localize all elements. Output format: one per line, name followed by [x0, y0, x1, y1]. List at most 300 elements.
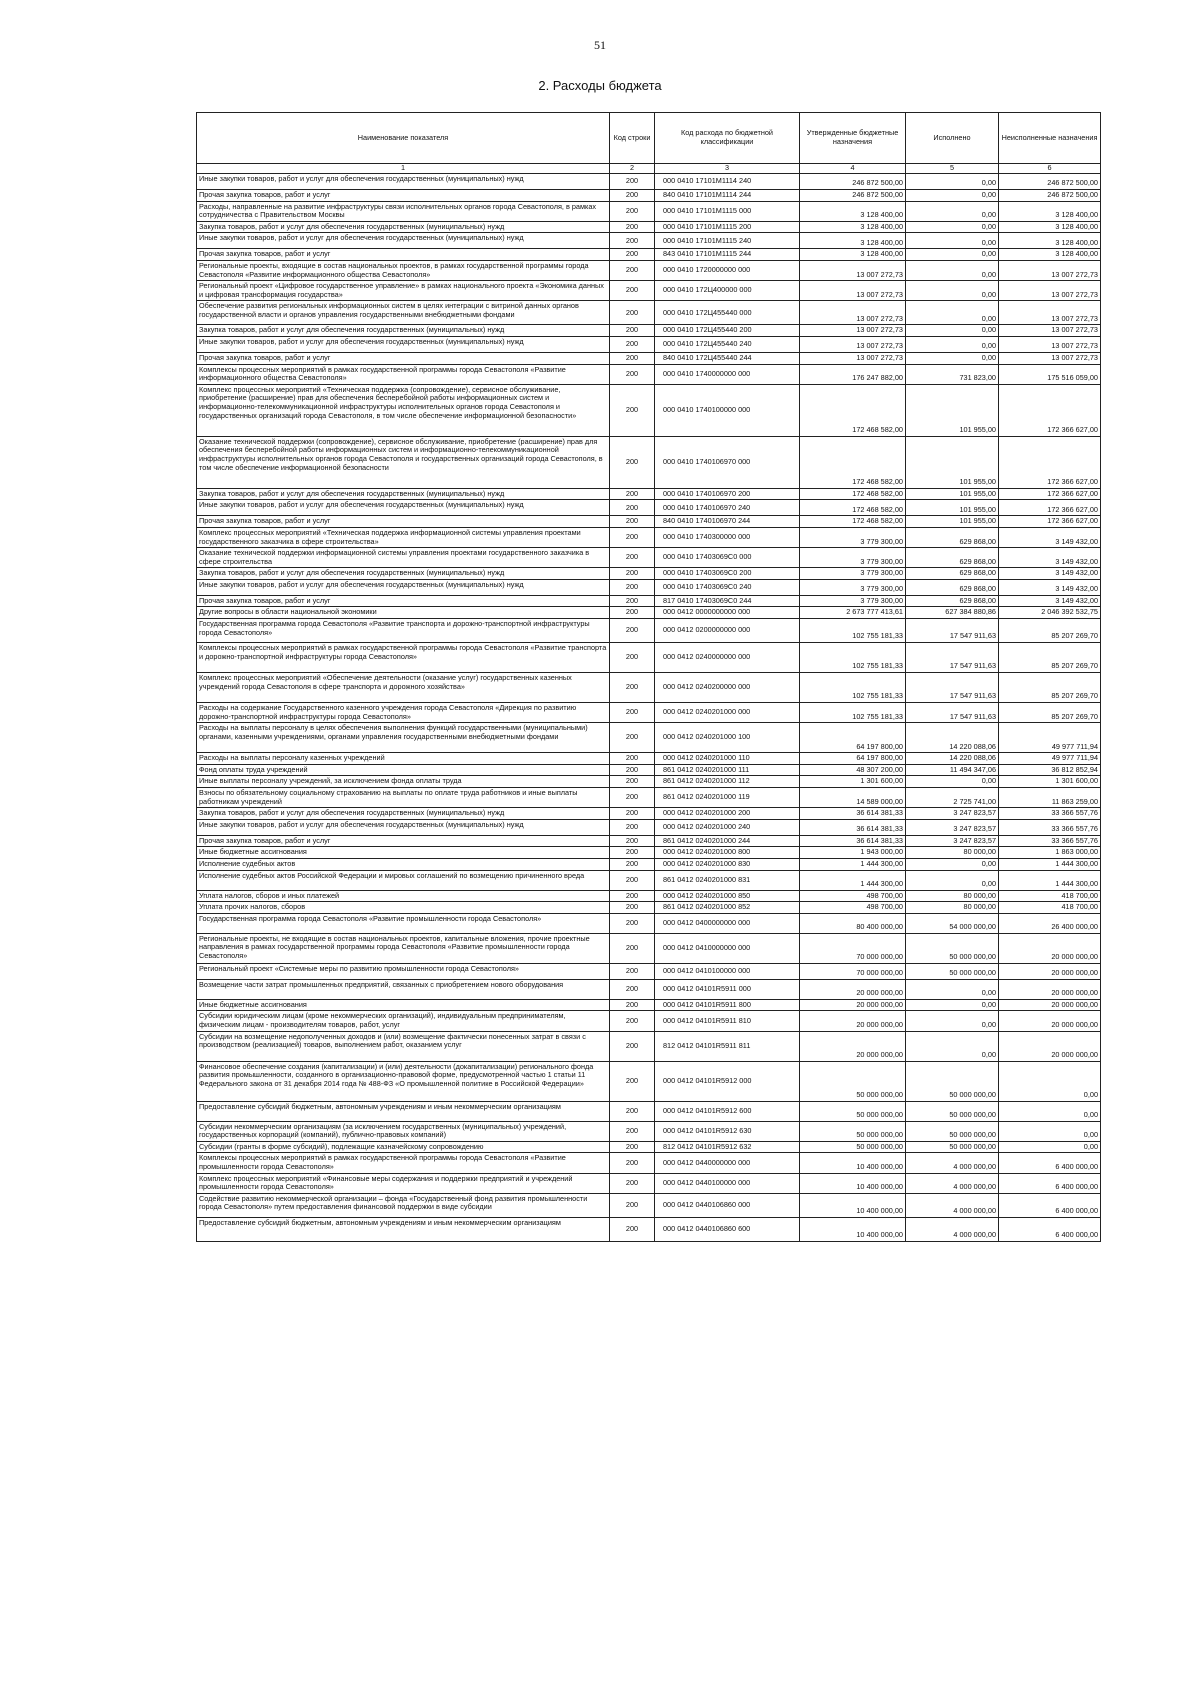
- indicator-name-cell: Иные закупки товаров, работ и услуг для обеспечения государственных (муниципальных) нужд: [197, 336, 610, 352]
- unexecuted-amount-cell: 172 366 627,00: [999, 500, 1101, 516]
- indicator-name-cell: Субсидии юридическим лицам (кроме некоммерческих организаций), индивидуальным предпринимателям, физическим лицам - производителям товаров, работ, услуг: [197, 1011, 610, 1031]
- header-approved: Утвержденные бюджетные назначения: [800, 113, 906, 164]
- unexecuted-amount-cell: 13 007 272,73: [999, 336, 1101, 352]
- expense-code-cell: 000 0410 172Ц455440 000: [655, 301, 800, 325]
- row-code-cell: 200: [610, 1153, 655, 1173]
- executed-amount-cell: 101 955,00: [906, 488, 999, 500]
- expense-code-cell: 000 0410 1740300000 000: [655, 527, 800, 547]
- approved-amount-cell: 13 007 272,73: [800, 281, 906, 301]
- unexecuted-amount-cell: 3 128 400,00: [999, 249, 1101, 261]
- unexecuted-amount-cell: 6 400 000,00: [999, 1217, 1101, 1241]
- table-row: [197, 516, 1101, 528]
- approved-amount-cell: 20 000 000,00: [800, 1031, 906, 1061]
- unexecuted-amount-cell: 33 366 557,76: [999, 808, 1101, 820]
- approved-amount-cell: 3 128 400,00: [800, 201, 906, 221]
- executed-amount-cell: 0,00: [906, 281, 999, 301]
- expense-code-cell: 000 0410 1740106970 240: [655, 500, 800, 516]
- row-code-cell: 200: [610, 260, 655, 280]
- executed-amount-cell: 0,00: [906, 201, 999, 221]
- row-code-cell: 200: [610, 913, 655, 933]
- indicator-name-cell: Региональные проекты, не входящие в состав национальных проектов, капитальные вложения, прочие проектные направления в рамках государственной программы города Севастополя «Развитие промышленности города Севастополя»: [197, 933, 610, 963]
- unexecuted-amount-cell: 49 977 711,94: [999, 753, 1101, 765]
- approved-amount-cell: 3 128 400,00: [800, 221, 906, 233]
- indicator-name-cell: Комплексы процессных мероприятий в рамках государственной программы города Севастополя «Развитие информационного общества Севастополя»: [197, 364, 610, 384]
- unexecuted-amount-cell: 36 812 852,94: [999, 764, 1101, 776]
- expense-code-cell: 000 0412 04101R5911 810: [655, 1011, 800, 1031]
- executed-amount-cell: 0,00: [906, 776, 999, 788]
- approved-amount-cell: 70 000 000,00: [800, 963, 906, 979]
- executed-amount-cell: 629 868,00: [906, 527, 999, 547]
- expense-code-cell: 000 0412 0240201000 830: [655, 859, 800, 871]
- unexecuted-amount-cell: 172 366 627,00: [999, 516, 1101, 528]
- indicator-name-cell: Финансовое обеспечение создания (капитализации) и (или) деятельности (докапитализации) регионального фонда развития промышленности, созданного в организационно-правовой форме, предусмотренной частью 1 статьи 11 Федерального закона от 31 декабря 2014 года № 488-ФЗ «О промышленной политике в Российской Федерации»: [197, 1061, 610, 1101]
- table-row: [197, 913, 1101, 933]
- table-row: [197, 1101, 1101, 1121]
- unexecuted-amount-cell: 33 366 557,76: [999, 835, 1101, 847]
- executed-amount-cell: 0,00: [906, 325, 999, 337]
- approved-amount-cell: 13 007 272,73: [800, 336, 906, 352]
- approved-amount-cell: 176 247 882,00: [800, 364, 906, 384]
- approved-amount-cell: 20 000 000,00: [800, 979, 906, 999]
- indicator-name-cell: Комплекс процессных мероприятий «Финансовые меры содержания и поддержки предприятий и учреждений промышленности города Севастополя»: [197, 1173, 610, 1193]
- executed-amount-cell: 0,00: [906, 174, 999, 190]
- expense-code-cell: 840 0410 172Ц455440 244: [655, 352, 800, 364]
- expense-code-cell: 000 0412 0440100000 000: [655, 1173, 800, 1193]
- indicator-name-cell: Уплата прочих налогов, сборов: [197, 902, 610, 914]
- table-row: [197, 260, 1101, 280]
- row-code-cell: 200: [610, 607, 655, 619]
- executed-amount-cell: 80 000,00: [906, 902, 999, 914]
- indicator-name-cell: Иные закупки товаров, работ и услуг для обеспечения государственных (муниципальных) нужд: [197, 579, 610, 595]
- table-row: [197, 870, 1101, 890]
- row-code-cell: 200: [610, 1101, 655, 1121]
- approved-amount-cell: 3 779 300,00: [800, 595, 906, 607]
- table-row: [197, 723, 1101, 753]
- expense-code-cell: 000 0412 0240000000 000: [655, 643, 800, 673]
- indicator-name-cell: Государственная программа города Севастополя «Развитие транспорта и дорожно-транспортной инфраструктуры города Севастополя»: [197, 619, 610, 643]
- unexecuted-amount-cell: 0,00: [999, 1101, 1101, 1121]
- approved-amount-cell: 172 468 582,00: [800, 500, 906, 516]
- table-body: [197, 174, 1101, 1242]
- approved-amount-cell: 172 468 582,00: [800, 516, 906, 528]
- executed-amount-cell: 11 494 347,06: [906, 764, 999, 776]
- row-code-cell: 200: [610, 788, 655, 808]
- approved-amount-cell: 1 444 300,00: [800, 870, 906, 890]
- approved-amount-cell: 10 400 000,00: [800, 1153, 906, 1173]
- approved-amount-cell: 3 128 400,00: [800, 233, 906, 249]
- unexecuted-amount-cell: 6 400 000,00: [999, 1173, 1101, 1193]
- table-row: [197, 174, 1101, 190]
- table-row: [197, 325, 1101, 337]
- approved-amount-cell: 50 000 000,00: [800, 1101, 906, 1121]
- approved-amount-cell: 50 000 000,00: [800, 1061, 906, 1101]
- table-row: [197, 819, 1101, 835]
- approved-amount-cell: 13 007 272,73: [800, 325, 906, 337]
- table-row: [197, 201, 1101, 221]
- indicator-name-cell: Прочая закупка товаров, работ и услуг: [197, 595, 610, 607]
- page-number: 51: [594, 38, 606, 52]
- expense-code-cell: 000 0410 17101М1115 200: [655, 221, 800, 233]
- column-number: 3: [655, 164, 800, 174]
- expense-code-cell: 840 0410 1740106970 244: [655, 516, 800, 528]
- table-row: [197, 352, 1101, 364]
- executed-amount-cell: 629 868,00: [906, 595, 999, 607]
- row-code-cell: 200: [610, 753, 655, 765]
- table-row: [197, 808, 1101, 820]
- expense-code-cell: 000 0410 17403069С0 240: [655, 579, 800, 595]
- expense-code-cell: 000 0412 0440106860 600: [655, 1217, 800, 1241]
- expense-code-cell: 000 0412 0240201000 800: [655, 847, 800, 859]
- expense-code-cell: 812 0412 04101R5911 811: [655, 1031, 800, 1061]
- expense-code-cell: 000 0412 04101R5912 630: [655, 1121, 800, 1141]
- table-row: [197, 673, 1101, 703]
- executed-amount-cell: 50 000 000,00: [906, 933, 999, 963]
- row-code-cell: 200: [610, 1061, 655, 1101]
- unexecuted-amount-cell: 246 872 500,00: [999, 190, 1101, 202]
- unexecuted-amount-cell: 11 863 259,00: [999, 788, 1101, 808]
- indicator-name-cell: Расходы, направленные на развитие инфраструктуры связи исполнительных органов города Севастополя, в рамках сотрудничества с Правительством Москвы: [197, 201, 610, 221]
- expense-code-cell: 000 0410 17403069С0 000: [655, 548, 800, 568]
- table-row: [197, 190, 1101, 202]
- executed-amount-cell: 0,00: [906, 190, 999, 202]
- row-code-cell: 200: [610, 933, 655, 963]
- unexecuted-amount-cell: 172 366 627,00: [999, 436, 1101, 488]
- approved-amount-cell: 50 000 000,00: [800, 1121, 906, 1141]
- approved-amount-cell: 3 779 300,00: [800, 579, 906, 595]
- executed-amount-cell: 0,00: [906, 1011, 999, 1031]
- unexecuted-amount-cell: 418 700,00: [999, 902, 1101, 914]
- executed-amount-cell: 50 000 000,00: [906, 963, 999, 979]
- row-code-cell: 200: [610, 325, 655, 337]
- approved-amount-cell: 36 614 381,33: [800, 819, 906, 835]
- expense-code-cell: 000 0410 1740106970 200: [655, 488, 800, 500]
- table-row: [197, 436, 1101, 488]
- approved-amount-cell: 102 755 181,33: [800, 703, 906, 723]
- executed-amount-cell: 0,00: [906, 979, 999, 999]
- approved-amount-cell: 48 307 200,00: [800, 764, 906, 776]
- indicator-name-cell: Иные закупки товаров, работ и услуг для обеспечения государственных (муниципальных) нужд: [197, 233, 610, 249]
- row-code-cell: 200: [610, 436, 655, 488]
- indicator-name-cell: Иные бюджетные ассигнования: [197, 999, 610, 1011]
- executed-amount-cell: 0,00: [906, 301, 999, 325]
- approved-amount-cell: 14 589 000,00: [800, 788, 906, 808]
- unexecuted-amount-cell: 3 149 432,00: [999, 595, 1101, 607]
- unexecuted-amount-cell: 3 128 400,00: [999, 201, 1101, 221]
- indicator-name-cell: Предоставление субсидий бюджетным, автономным учреждениям и иным некоммерческим организациям: [197, 1217, 610, 1241]
- row-code-cell: 200: [610, 249, 655, 261]
- row-code-cell: 200: [610, 870, 655, 890]
- executed-amount-cell: 50 000 000,00: [906, 1121, 999, 1141]
- table-row: [197, 847, 1101, 859]
- indicator-name-cell: Взносы по обязательному социальному страхованию на выплаты по оплате труда работников и иные выплаты работникам учреждений: [197, 788, 610, 808]
- row-code-cell: 200: [610, 201, 655, 221]
- table-row: [197, 1173, 1101, 1193]
- indicator-name-cell: Оказание технической поддержки (сопровождение), сервисное обслуживание, приобретение (расширение) прав для обеспечения бесперебойной работы информационных систем и информационно-телекоммуникационной инфраструктуры исполнительных органов города Севастополя и государственных организаций города Севастополя, в том числе обеспечение информационной безопасности: [197, 436, 610, 488]
- expense-code-cell: 000 0412 0200000000 000: [655, 619, 800, 643]
- expense-code-cell: 000 0412 0400000000 000: [655, 913, 800, 933]
- executed-amount-cell: 17 547 911,63: [906, 643, 999, 673]
- approved-amount-cell: 1 444 300,00: [800, 859, 906, 871]
- approved-amount-cell: 246 872 500,00: [800, 174, 906, 190]
- executed-amount-cell: 50 000 000,00: [906, 1101, 999, 1121]
- expense-code-cell: 000 0410 17101М1115 240: [655, 233, 800, 249]
- approved-amount-cell: 3 128 400,00: [800, 249, 906, 261]
- indicator-name-cell: Расходы на выплаты персоналу казенных учреждений: [197, 753, 610, 765]
- expense-code-cell: 861 0412 0240201000 852: [655, 902, 800, 914]
- unexecuted-amount-cell: 0,00: [999, 1061, 1101, 1101]
- indicator-name-cell: Закупка товаров, работ и услуг для обеспечения государственных (муниципальных) нужд: [197, 568, 610, 580]
- table-row: [197, 703, 1101, 723]
- approved-amount-cell: 80 400 000,00: [800, 913, 906, 933]
- indicator-name-cell: Закупка товаров, работ и услуг для обеспечения государственных (муниципальных) нужд: [197, 221, 610, 233]
- table-row: [197, 979, 1101, 999]
- table-row: [197, 963, 1101, 979]
- unexecuted-amount-cell: 1 444 300,00: [999, 870, 1101, 890]
- executed-amount-cell: 3 247 823,57: [906, 819, 999, 835]
- unexecuted-amount-cell: 13 007 272,73: [999, 325, 1101, 337]
- indicator-name-cell: Возмещение части затрат промышленных предприятий, связанных с приобретением нового оборудования: [197, 979, 610, 999]
- unexecuted-amount-cell: 175 516 059,00: [999, 364, 1101, 384]
- approved-amount-cell: 1 943 000,00: [800, 847, 906, 859]
- unexecuted-amount-cell: 3 149 432,00: [999, 568, 1101, 580]
- expense-code-cell: 000 0412 04101R5911 800: [655, 999, 800, 1011]
- row-code-cell: 200: [610, 764, 655, 776]
- unexecuted-amount-cell: 3 149 432,00: [999, 548, 1101, 568]
- approved-amount-cell: 3 779 300,00: [800, 548, 906, 568]
- table-row: [197, 301, 1101, 325]
- indicator-name-cell: Комплекс процессных мероприятий «Обеспечение деятельности (оказание услуг) государственных казенных учреждений города Севастополя в сфере транспорта и дорожного хозяйства»: [197, 673, 610, 703]
- expense-code-cell: 000 0412 0240200000 000: [655, 673, 800, 703]
- row-code-cell: 200: [610, 336, 655, 352]
- row-code-cell: 200: [610, 579, 655, 595]
- approved-amount-cell: 64 197 800,00: [800, 753, 906, 765]
- executed-amount-cell: 0,00: [906, 1031, 999, 1061]
- indicator-name-cell: Закупка товаров, работ и услуг для обеспечения государственных (муниципальных) нужд: [197, 808, 610, 820]
- unexecuted-amount-cell: 3 149 432,00: [999, 527, 1101, 547]
- unexecuted-amount-cell: 0,00: [999, 1121, 1101, 1141]
- table-row: [197, 233, 1101, 249]
- row-code-cell: 200: [610, 1173, 655, 1193]
- unexecuted-amount-cell: 20 000 000,00: [999, 999, 1101, 1011]
- table-row: [197, 527, 1101, 547]
- unexecuted-amount-cell: 418 700,00: [999, 890, 1101, 902]
- executed-amount-cell: 629 868,00: [906, 579, 999, 595]
- expenses-table: [196, 112, 1101, 1242]
- row-code-cell: 200: [610, 859, 655, 871]
- table-row: [197, 788, 1101, 808]
- expense-code-cell: 861 0412 0240201000 244: [655, 835, 800, 847]
- executed-amount-cell: 101 955,00: [906, 436, 999, 488]
- unexecuted-amount-cell: 20 000 000,00: [999, 933, 1101, 963]
- approved-amount-cell: 3 779 300,00: [800, 527, 906, 547]
- approved-amount-cell: 172 468 582,00: [800, 436, 906, 488]
- row-code-cell: 200: [610, 902, 655, 914]
- approved-amount-cell: 246 872 500,00: [800, 190, 906, 202]
- unexecuted-amount-cell: 0,00: [999, 1141, 1101, 1153]
- approved-amount-cell: 70 000 000,00: [800, 933, 906, 963]
- expense-code-cell: 817 0410 17403069С0 244: [655, 595, 800, 607]
- row-code-cell: 200: [610, 643, 655, 673]
- table-row: [197, 1121, 1101, 1141]
- table-row: [197, 835, 1101, 847]
- row-code-cell: 200: [610, 384, 655, 436]
- table-row: [197, 500, 1101, 516]
- unexecuted-amount-cell: 20 000 000,00: [999, 963, 1101, 979]
- indicator-name-cell: Прочая закупка товаров, работ и услуг: [197, 516, 610, 528]
- row-code-cell: 200: [610, 364, 655, 384]
- approved-amount-cell: 10 400 000,00: [800, 1173, 906, 1193]
- table-row: [197, 999, 1101, 1011]
- executed-amount-cell: 0,00: [906, 336, 999, 352]
- expense-code-cell: 000 0410 17403069С0 200: [655, 568, 800, 580]
- row-code-cell: 200: [610, 595, 655, 607]
- approved-amount-cell: 10 400 000,00: [800, 1217, 906, 1241]
- indicator-name-cell: Обеспечение развития региональных информационных систем в целях интеграции с витриной данных органов государственной власти и органов управления государственными внебюджетными фондами: [197, 301, 610, 325]
- indicator-name-cell: Закупка товаров, работ и услуг для обеспечения государственных (муниципальных) нужд: [197, 325, 610, 337]
- unexecuted-amount-cell: 49 977 711,94: [999, 723, 1101, 753]
- unexecuted-amount-cell: 1 444 300,00: [999, 859, 1101, 871]
- approved-amount-cell: 13 007 272,73: [800, 301, 906, 325]
- table-row: [197, 568, 1101, 580]
- approved-amount-cell: 36 614 381,33: [800, 835, 906, 847]
- indicator-name-cell: Прочая закупка товаров, работ и услуг: [197, 190, 610, 202]
- expense-code-cell: 000 0412 0240201000 100: [655, 723, 800, 753]
- expense-code-cell: 000 0410 17101М1114 240: [655, 174, 800, 190]
- row-code-cell: 200: [610, 1011, 655, 1031]
- header-indicator-name: Наименование показателя: [197, 113, 610, 164]
- unexecuted-amount-cell: 85 207 269,70: [999, 673, 1101, 703]
- expense-code-cell: 000 0412 0440000000 000: [655, 1153, 800, 1173]
- approved-amount-cell: 498 700,00: [800, 902, 906, 914]
- row-code-cell: 200: [610, 568, 655, 580]
- column-number: 4: [800, 164, 906, 174]
- column-number: 5: [906, 164, 999, 174]
- column-number: 2: [610, 164, 655, 174]
- indicator-name-cell: Региональный проект «Цифровое государственное управление» в рамках национального проекта «Экономика данных и цифровая трансформация государства»: [197, 281, 610, 301]
- executed-amount-cell: 0,00: [906, 233, 999, 249]
- row-code-cell: 200: [610, 190, 655, 202]
- approved-amount-cell: 498 700,00: [800, 890, 906, 902]
- table-row: [197, 764, 1101, 776]
- executed-amount-cell: 2 725 741,00: [906, 788, 999, 808]
- executed-amount-cell: 17 547 911,63: [906, 703, 999, 723]
- unexecuted-amount-cell: 1 863 000,00: [999, 847, 1101, 859]
- indicator-name-cell: Иные закупки товаров, работ и услуг для обеспечения государственных (муниципальных) нужд: [197, 500, 610, 516]
- approved-amount-cell: 20 000 000,00: [800, 1011, 906, 1031]
- expense-code-cell: 000 0412 0000000000 000: [655, 607, 800, 619]
- executed-amount-cell: 101 955,00: [906, 500, 999, 516]
- indicator-name-cell: Предоставление субсидий бюджетным, автономным учреждениям и иным некоммерческим организациям: [197, 1101, 610, 1121]
- executed-amount-cell: 14 220 088,06: [906, 723, 999, 753]
- table-row: [197, 607, 1101, 619]
- table-row: [197, 249, 1101, 261]
- executed-amount-cell: 4 000 000,00: [906, 1173, 999, 1193]
- expense-code-cell: 000 0410 172Ц455440 200: [655, 325, 800, 337]
- table-row: [197, 1031, 1101, 1061]
- header-unexecuted: Неисполненные назначения: [999, 113, 1101, 164]
- row-code-cell: 200: [610, 673, 655, 703]
- indicator-name-cell: Содействие развитию некоммерческой организации – фонда «Государственный фонд развития промышленности города Севастополя» путем предоставления финансовой поддержки в виде субсидии: [197, 1193, 610, 1217]
- expense-code-cell: 000 0410 172Ц400000 000: [655, 281, 800, 301]
- executed-amount-cell: 0,00: [906, 221, 999, 233]
- row-code-cell: 200: [610, 890, 655, 902]
- indicator-name-cell: Расходы на содержание Государственного казенного учреждения города Севастополя «Дирекция по развитию дорожно-транспортной инфраструктуры города Севастополя»: [197, 703, 610, 723]
- table-row: [197, 902, 1101, 914]
- indicator-name-cell: Комплекс процессных мероприятий «Техническая поддержка (сопровождение), сервисное обслуживание, приобретение (расширение) прав для обеспечения бесперебойной работы информационных систем и информационно-телекоммуникационной инфраструктуры исполнительных органов города Севастополя и государственных организаций города Севастополя, в том числе обеспечение информационной безопасности»: [197, 384, 610, 436]
- executed-amount-cell: 627 384 880,86: [906, 607, 999, 619]
- approved-amount-cell: 1 301 600,00: [800, 776, 906, 788]
- expense-code-cell: 000 0412 0240201000 110: [655, 753, 800, 765]
- row-code-cell: 200: [610, 1121, 655, 1141]
- approved-amount-cell: 20 000 000,00: [800, 999, 906, 1011]
- row-code-cell: 200: [610, 808, 655, 820]
- unexecuted-amount-cell: 85 207 269,70: [999, 619, 1101, 643]
- table-row: [197, 384, 1101, 436]
- indicator-name-cell: Прочая закупка товаров, работ и услуг: [197, 249, 610, 261]
- expense-code-cell: 812 0412 04101R5912 632: [655, 1141, 800, 1153]
- indicator-name-cell: Исполнение судебных актов Российской Федерации и мировых соглашений по возмещению причиненного вреда: [197, 870, 610, 890]
- table-row: [197, 1061, 1101, 1101]
- approved-amount-cell: 36 614 381,33: [800, 808, 906, 820]
- row-code-cell: 200: [610, 1193, 655, 1217]
- row-code-cell: 200: [610, 1031, 655, 1061]
- indicator-name-cell: Субсидии некоммерческим организациям (за исключением государственных (муниципальных) учреждений, государственных корпораций (компаний), публично-правовых компаний): [197, 1121, 610, 1141]
- row-code-cell: 200: [610, 174, 655, 190]
- unexecuted-amount-cell: 20 000 000,00: [999, 1011, 1101, 1031]
- approved-amount-cell: 172 468 582,00: [800, 384, 906, 436]
- table-header-row: [197, 113, 1101, 164]
- unexecuted-amount-cell: 13 007 272,73: [999, 281, 1101, 301]
- table-row: [197, 548, 1101, 568]
- expense-code-cell: 000 0412 04101R5912 600: [655, 1101, 800, 1121]
- executed-amount-cell: 0,00: [906, 249, 999, 261]
- row-code-cell: 200: [610, 1141, 655, 1153]
- row-code-cell: 200: [610, 776, 655, 788]
- executed-amount-cell: 0,00: [906, 859, 999, 871]
- expense-code-cell: 000 0412 0410000000 000: [655, 933, 800, 963]
- row-code-cell: 200: [610, 979, 655, 999]
- page-title: 2. Расходы бюджета: [538, 78, 662, 93]
- unexecuted-amount-cell: 6 400 000,00: [999, 1193, 1101, 1217]
- executed-amount-cell: 4 000 000,00: [906, 1217, 999, 1241]
- table-row: [197, 1153, 1101, 1173]
- row-code-cell: 200: [610, 281, 655, 301]
- row-code-cell: 200: [610, 847, 655, 859]
- row-code-cell: 200: [610, 527, 655, 547]
- expense-code-cell: 000 0410 1740106970 000: [655, 436, 800, 488]
- header-executed: Исполнено: [906, 113, 999, 164]
- row-code-cell: 200: [610, 352, 655, 364]
- executed-amount-cell: 50 000 000,00: [906, 1061, 999, 1101]
- indicator-name-cell: Комплексы процессных мероприятий в рамках государственной программы города Севастополя «Развитие транспорта и дорожно-транспортной инфраструктуры города Севастополя»: [197, 643, 610, 673]
- unexecuted-amount-cell: 3 149 432,00: [999, 579, 1101, 595]
- expense-code-cell: 861 0412 0240201000 831: [655, 870, 800, 890]
- executed-amount-cell: 80 000,00: [906, 890, 999, 902]
- executed-amount-cell: 3 247 823,57: [906, 808, 999, 820]
- expense-code-cell: 861 0412 0240201000 119: [655, 788, 800, 808]
- table-row: [197, 859, 1101, 871]
- executed-amount-cell: 0,00: [906, 260, 999, 280]
- executed-amount-cell: 731 823,00: [906, 364, 999, 384]
- table-row: [197, 595, 1101, 607]
- executed-amount-cell: 14 220 088,06: [906, 753, 999, 765]
- indicator-name-cell: Фонд оплаты труда учреждений: [197, 764, 610, 776]
- expense-code-cell: 861 0412 0240201000 111: [655, 764, 800, 776]
- table-row: [197, 281, 1101, 301]
- column-number: 1: [197, 164, 610, 174]
- approved-amount-cell: 172 468 582,00: [800, 488, 906, 500]
- row-code-cell: 200: [610, 488, 655, 500]
